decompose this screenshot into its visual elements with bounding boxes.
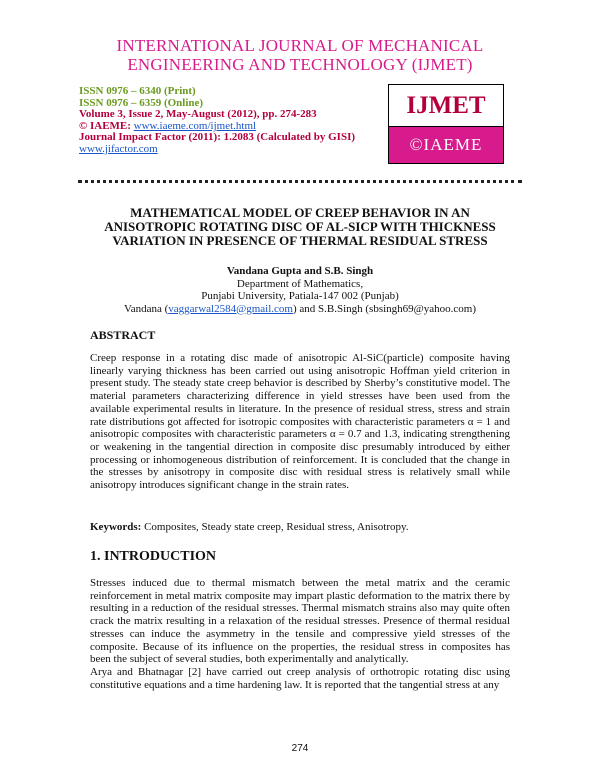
ijmet-logo (388, 84, 504, 164)
author-dept: Department of Mathematics, (236, 277, 364, 290)
abstract-text: Creep response in a rotating disc made of anisotropic Al-SiC(particle) composite having linearly varying thickness has been carried out using anisotropic Hoffman yield criterion in present study. The steady state creep behavior is described by Sherby’s constitutive model. The material parameters characterizing difference in yield stresses have been used from the available experimental results in literature. In the presence of residual stress, stress and strain rate distributions got affected for isotropic composites with characteristic parameters α = 1 and anisotropic composites with characteristic parameters α = 0.7 and 1.3, indicating strengthening or weakening in the tangential direction in composite disc presumably introduced by either processing or inhomogeneous distribution of reinforcement. It is concluded that the change in the stresses by anisotropy in composite disc with residual stress is relatively small while anisotropy introduces significant change in the strain rates. (90, 352, 510, 492)
author-names: Vandana Gupta and S.B. Singh (226, 265, 374, 277)
email-link[interactable]: vaggarwal2584@gmail.com (168, 302, 293, 315)
logo-iaeme-text: ©IAEME (389, 127, 503, 163)
keywords-label: Keywords: (90, 521, 142, 533)
contact-prefix: Vandana ( (123, 302, 169, 315)
keywords-text: Composites, Steady state creep, Residual stress, Anisotropy. (141, 521, 409, 533)
jifactor-link[interactable]: www.jifactor.com (79, 142, 158, 155)
page-number: 274 (291, 743, 309, 754)
journal-title-line1: INTERNATIONAL JOURNAL OF MECHANICAL (116, 36, 484, 55)
intro-heading: 1. INTRODUCTION (90, 549, 217, 564)
iaeme-link[interactable]: www.iaeme.com/ijmet.html (133, 119, 257, 132)
impact-factor: Journal Impact Factor (2011): 1.2083 (Calculated by GISI) (79, 131, 356, 144)
journal-meta (79, 86, 355, 156)
author-university: Punjabi University, Patiala-147 002 (Punjab) (201, 290, 399, 302)
iaeme-prefix: © IAEME: (79, 119, 134, 132)
journal-title (0, 36, 600, 74)
dotted-divider (78, 180, 522, 183)
author-block (0, 265, 600, 315)
journal-title-line2: ENGINEERING AND TECHNOLOGY (IJMET) (127, 55, 473, 74)
contact-suffix: ) and S.B.Singh (sbsingh69@yahoo.com) (292, 302, 477, 315)
intro-paragraph-2: Arya and Bhatnagar [2] have carried out creep analysis of orthotropic rotating disc using constitutive equations and a time hardening law. It is reported that the tangential stress at any (90, 666, 510, 691)
issn-online: ISSN 0976 – 6359 (Online) (79, 96, 204, 109)
intro-paragraph-1: Stresses induced due to thermal mismatch between the metal matrix and the ceramic reinforcement in metal matrix composite may impart plastic deformation to the matrix there by resulting in a reduction of the residual stresses. Thermal mismatch strains also may quite often crack the matrix resulting in a relaxation of the residual stresses. Presence of thermal residual stresses can induce the asymmetry in the tensile and compressive yield stresses of the composite. Because of its influence on the properties, the residual stress in composites has been the subject of several studies, both experimentally and analytically. (90, 577, 510, 666)
keywords-line (90, 521, 510, 534)
abstract-heading: ABSTRACT (90, 328, 156, 342)
logo-ijmet-text: IJMET (389, 85, 503, 127)
author-contact (0, 303, 600, 316)
issn-print: ISSN 0976 – 6340 (Print) (79, 85, 196, 97)
paper-title: MATHEMATICAL MODEL OF CREEP BEHAVIOR IN AN ANISOTROPIC ROTATING DISC OF AL-SICP WITH THICKNESS VARIATION IN PRESENCE OF THERMAL RESIDUAL STRESS (104, 205, 496, 249)
volume-info: Volume 3, Issue 2, May-August (2012), pp. 274-283 (79, 108, 317, 121)
